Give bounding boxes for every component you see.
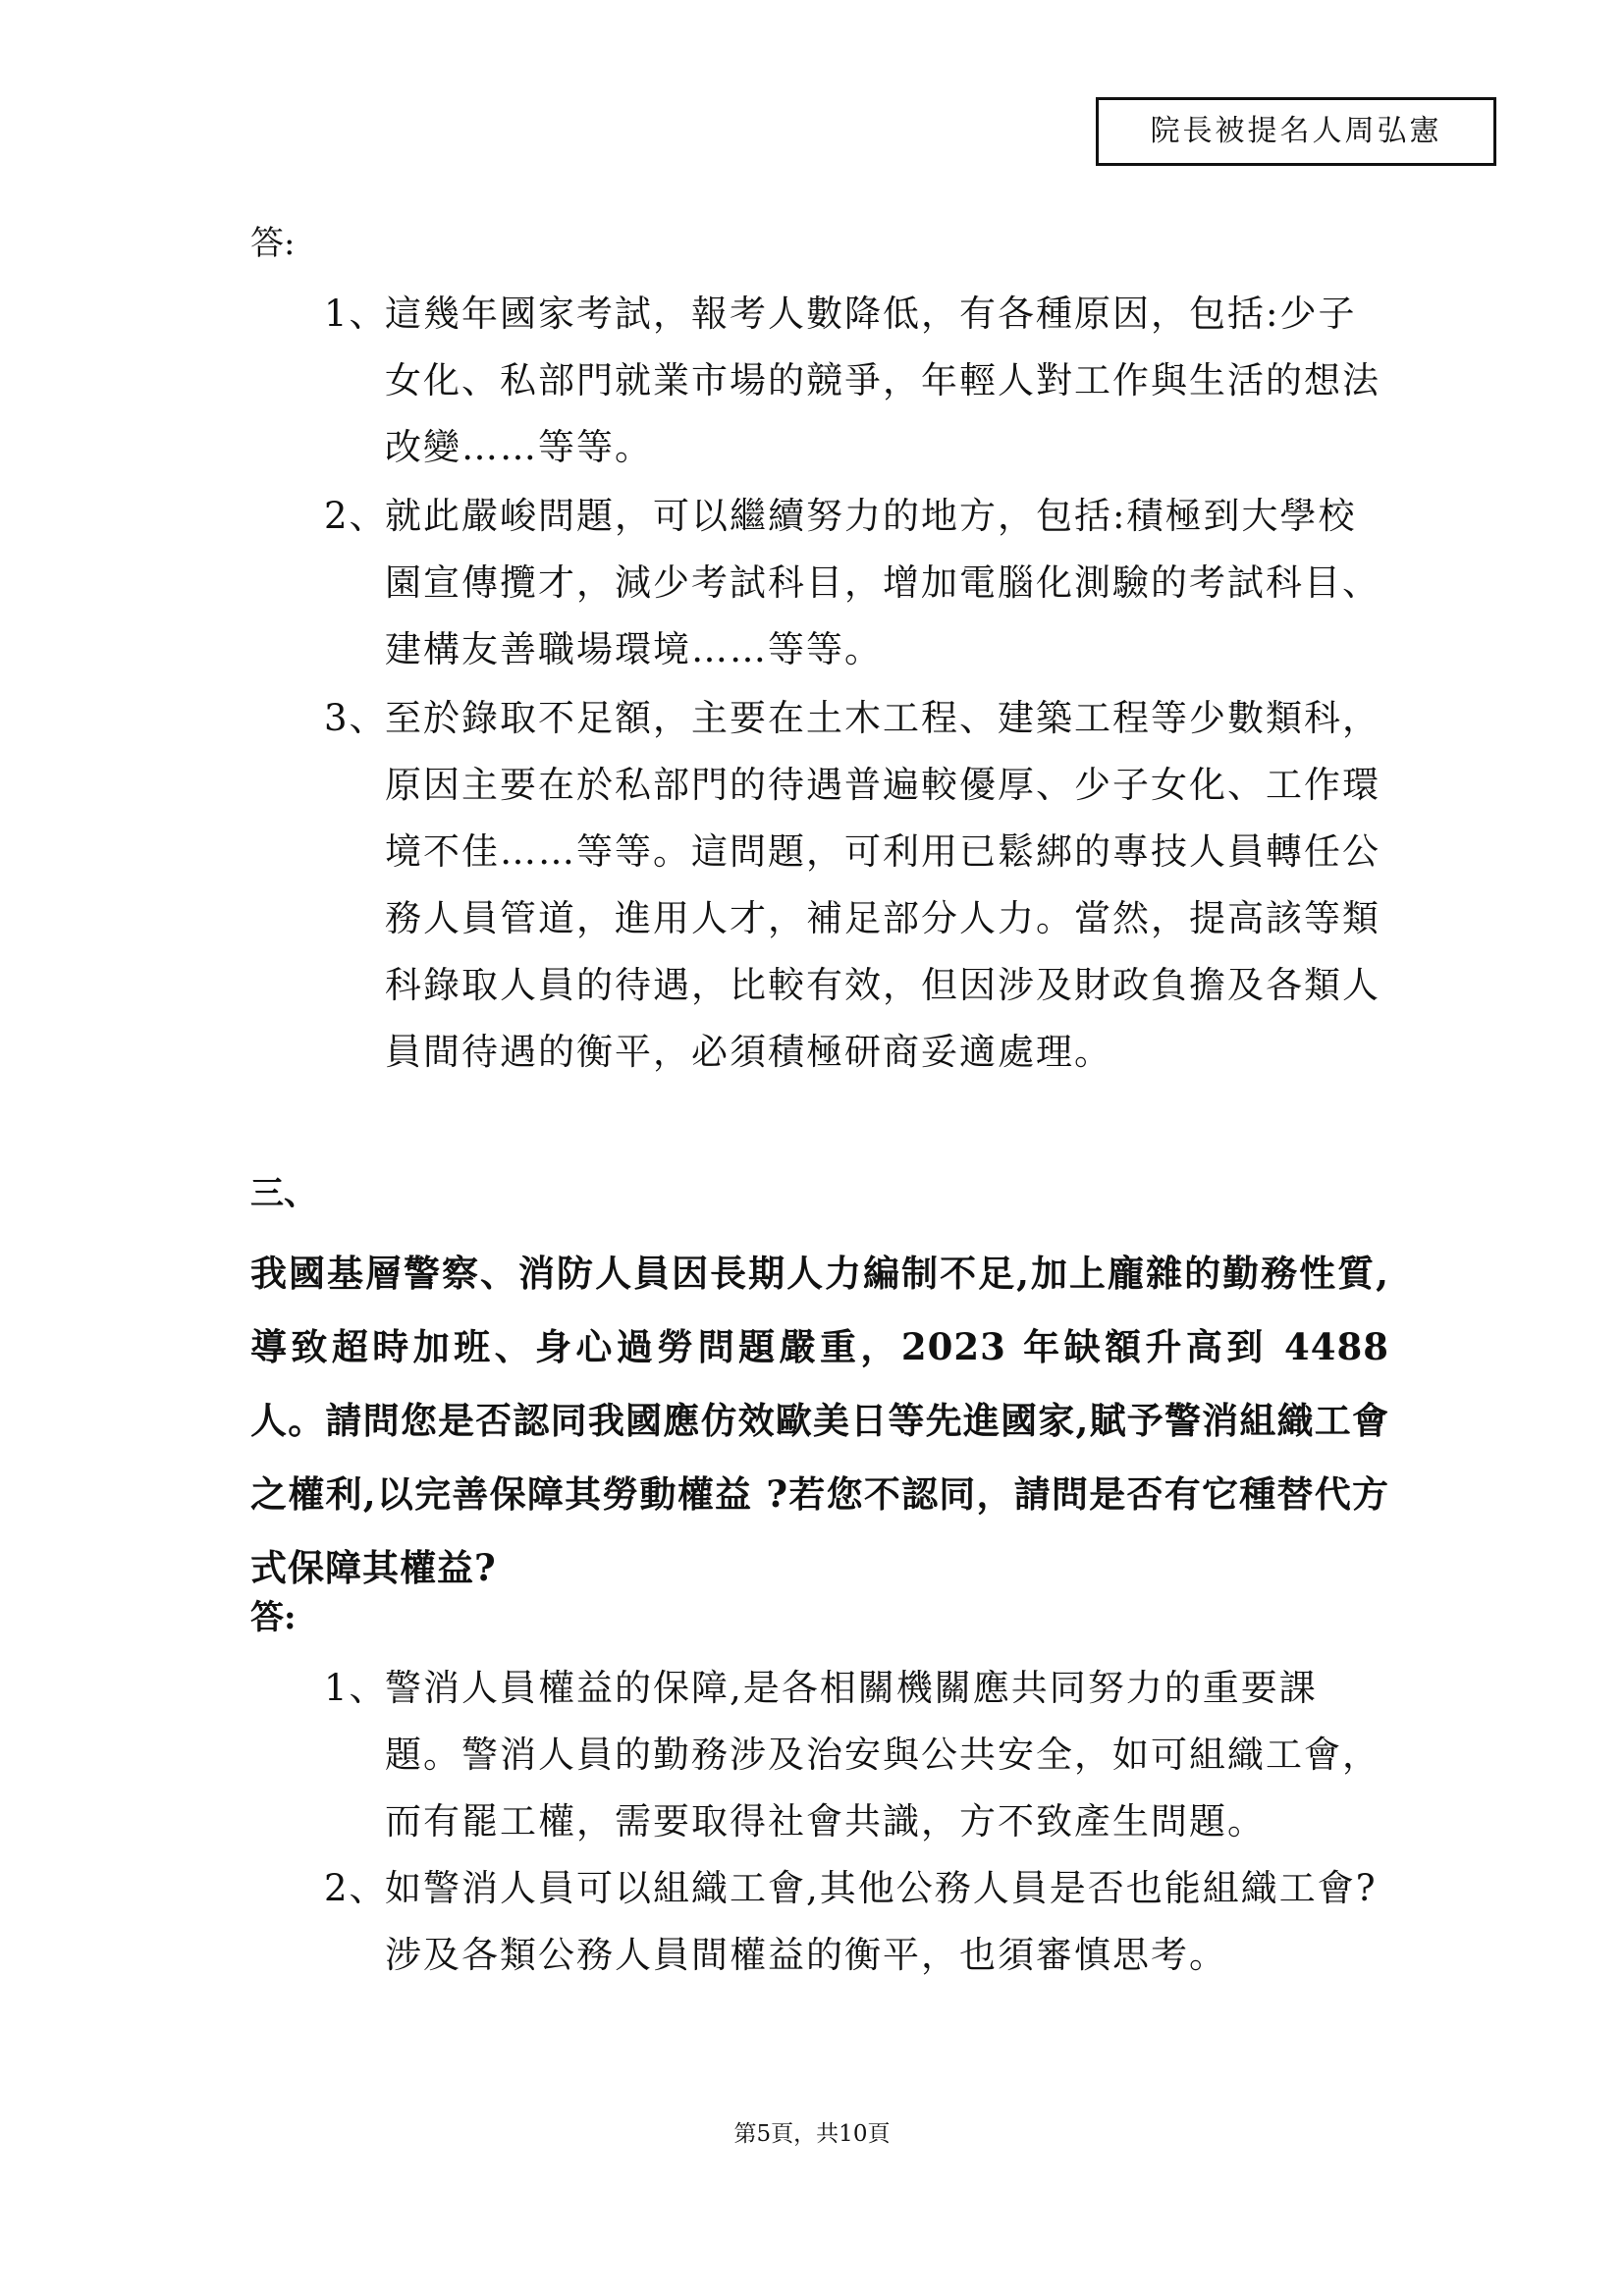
answer2-item-1 <box>324 1655 1384 1855</box>
section-3-label: 三、 <box>250 1174 317 1213</box>
item-text: 這幾年國家考試，報考人數降低，有各種原因，包括:少子女化、私部門就業市場的競爭，年輕人對工作與生活的想法改變……等等。 <box>385 293 1380 468</box>
answer2-item-2 <box>324 1855 1384 1989</box>
item-text: 如警消人員可以組織工會,其他公務人員是否也能組織工會?涉及各類公務人員間權益的衡平，也須審慎思考。 <box>385 1867 1378 1976</box>
item-text: 警消人員權益的保障,是各相關機關應共同努力的重要課題。警消人員的勤務涉及治安與公共安全，如可組織工會，而有罷工權，需要取得社會共識，方不致產生問題。 <box>385 1667 1380 1842</box>
item-number: 3、 <box>324 697 388 739</box>
item-text: 就此嚴峻問題，可以繼續努力的地方，包括:積極到大學校園宣傳攬才，減少考試科目，增加電腦化測驗的考試科目、建構友善職場環境……等等。 <box>385 495 1380 670</box>
section-3-question: 我國基層警察、消防人員因長期人力編制不足,加上龐雜的勤務性質,導致超時加班、身心過勞問題嚴重，2023 年缺額升高到 4488 人。請問您是否認同我國應仿效歐美日等先進國家,賦予警消組織工會之權利,以完善保障其勞動權益 ?若您不認同，請問是否有它種替代方式保障其權益? <box>250 1252 1389 1589</box>
answer-label-2: 答: <box>250 1598 297 1637</box>
item-number: 2、 <box>324 1867 388 1909</box>
page-footer: 第5頁，共10頁 <box>733 2121 891 2147</box>
item-text: 至於錄取不足額，主要在土木工程、建築工程等少數類科，原因主要在於私部門的待遇普遍較優厚、少子女化、工作環境不佳……等等。這問題，可利用已鬆綁的專技人員轉任公務人員管道，進用人才，補足部分人力。當然，提高該等類科錄取人員的待遇，比較有效，但因涉及財政負擔及各類人員間待遇的衡平，必須積極研商妥適處理。 <box>385 697 1380 1073</box>
header-title-box <box>1096 97 1496 166</box>
answer1-item-2 <box>324 483 1384 683</box>
item-number: 2、 <box>324 495 388 537</box>
item-number: 1、 <box>324 293 388 335</box>
item-number: 1、 <box>324 1667 388 1709</box>
answer1-item-1 <box>324 281 1384 481</box>
answer-label-1: 答: <box>250 224 296 263</box>
answer1-item-3 <box>324 685 1384 1086</box>
header-title: 院長被提名人周弘憲 <box>1150 114 1442 148</box>
